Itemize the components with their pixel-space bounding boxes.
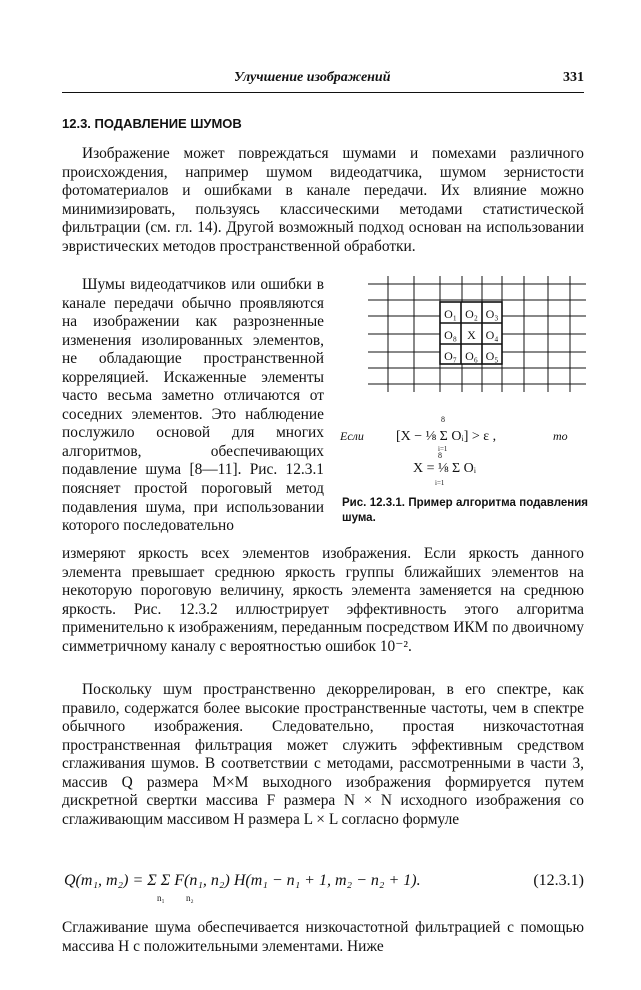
paragraph-intro: Изображение может повреждаться шумами и помехами различного происхождения, например шумом видеодатчика, шумом зернистости фотоматериалов и ошибками в канале передачи. Их влияние можно минимизировать, пользуясь классическими методами статистической фильтрации (см. гл. 14). Другой возможный подход основан на использовании эвристических методов пространственной обработки. [62,145,584,255]
cell-o6: O₆ [465,349,478,363]
cell-o2: O₂ [465,307,478,321]
cell-x: X [467,328,476,342]
paragraph-lowpass: Поскольку шум пространственно декоррелирован, в его спектре, как правило, содержатся более высокие пространственные частоты, чем в спектре обычного изображения. Следовательно, простая низкочастотная пространственная фильтрация может служить эффективным средством сглаживания шумов. В соответствии с методами, рассмотренными в части 3, массив Q размера M×M выходного изображения формируется путем дискретной свертки массива F размера N × N исходного изображения со сглаживающим массивом H размера L × L согласно формуле [62,681,584,828]
sum-index-n2: n₂ [186,893,194,903]
running-title: Улучшение изображений [234,70,391,85]
condition-expression: [X − ⅛ Σ Oᵢ] > ε , [396,429,497,444]
cell-o5: O₅ [485,349,499,363]
paragraph-smoothing: Сглаживание шума обеспечивается низкочастотной фильтрацией с помощью массива H с положительными элементами. Ниже [62,919,584,955]
equation-number: (12.3.1) [533,872,584,889]
sum-index-n1: n₁ [157,893,165,903]
sum-lower-2: i=1 [435,479,445,487]
paragraph-threshold: измеряют яркость всех элементов изображения. Если яркость данного элемента превышает среднюю яркость группы ближайших элементов на некоторую пороговую величину, яркость элемента заменяется на среднюю яркость. Рис. 12.3.2 иллюстрирует эффективность этого алгоритма применительно к изображениям, переданным посредством ИКМ по двоичному симметричному каналу с вероятностью ошибок 10⁻². [62,545,584,655]
equation-12-3-1 [62,866,584,906]
if-word: Если [340,429,364,443]
cell-o3: O₃ [485,307,499,321]
sum-upper-1: 8 [441,415,445,424]
cell-o1: O₁ [444,307,457,321]
figure-caption: Рис. 12.3.1. Пример алгоритма подавления шума. [342,497,588,524]
cell-o7: O₇ [444,349,457,363]
cell-o8: O₈ [444,328,457,342]
equation-body: Q(m₁, m₂) = Σ Σ F(n₁, n₂) H(m₁ − n₁ + 1, m₂ − n₂ + 1). [64,872,421,889]
section-title: 12.3. ПОДАВЛЕНИЕ ШУМОВ [62,116,242,131]
running-header [62,70,584,93]
sum-lower-1: i=1 [438,445,448,453]
page-number: 331 [563,70,584,85]
noise-algorithm-diagram [338,272,588,497]
assignment-expression: X = ⅛ Σ Oᵢ [413,461,477,476]
then-word: то [553,429,568,443]
paragraph-sensor-noise: Шумы видеодатчиков или ошибки в канале передачи обычно проявляются на изображении как разрозненные изменения изолированных элементов, не обладающие пространственной корреляцией. Искаженные элементы часто весьма заметно отличаются от соседних элементов. Это наблюдение послужило основой для многих алгоритмов, обеспечивающих подавление шума [8—11]. Рис. 12.3.1 поясняет простой пороговый метод подавления шума, при использовании которого последовательно [62,276,324,535]
figure-12-3-1 [338,272,588,532]
cell-o4: O₄ [485,328,499,342]
sum-upper-2: 8 [438,451,442,460]
